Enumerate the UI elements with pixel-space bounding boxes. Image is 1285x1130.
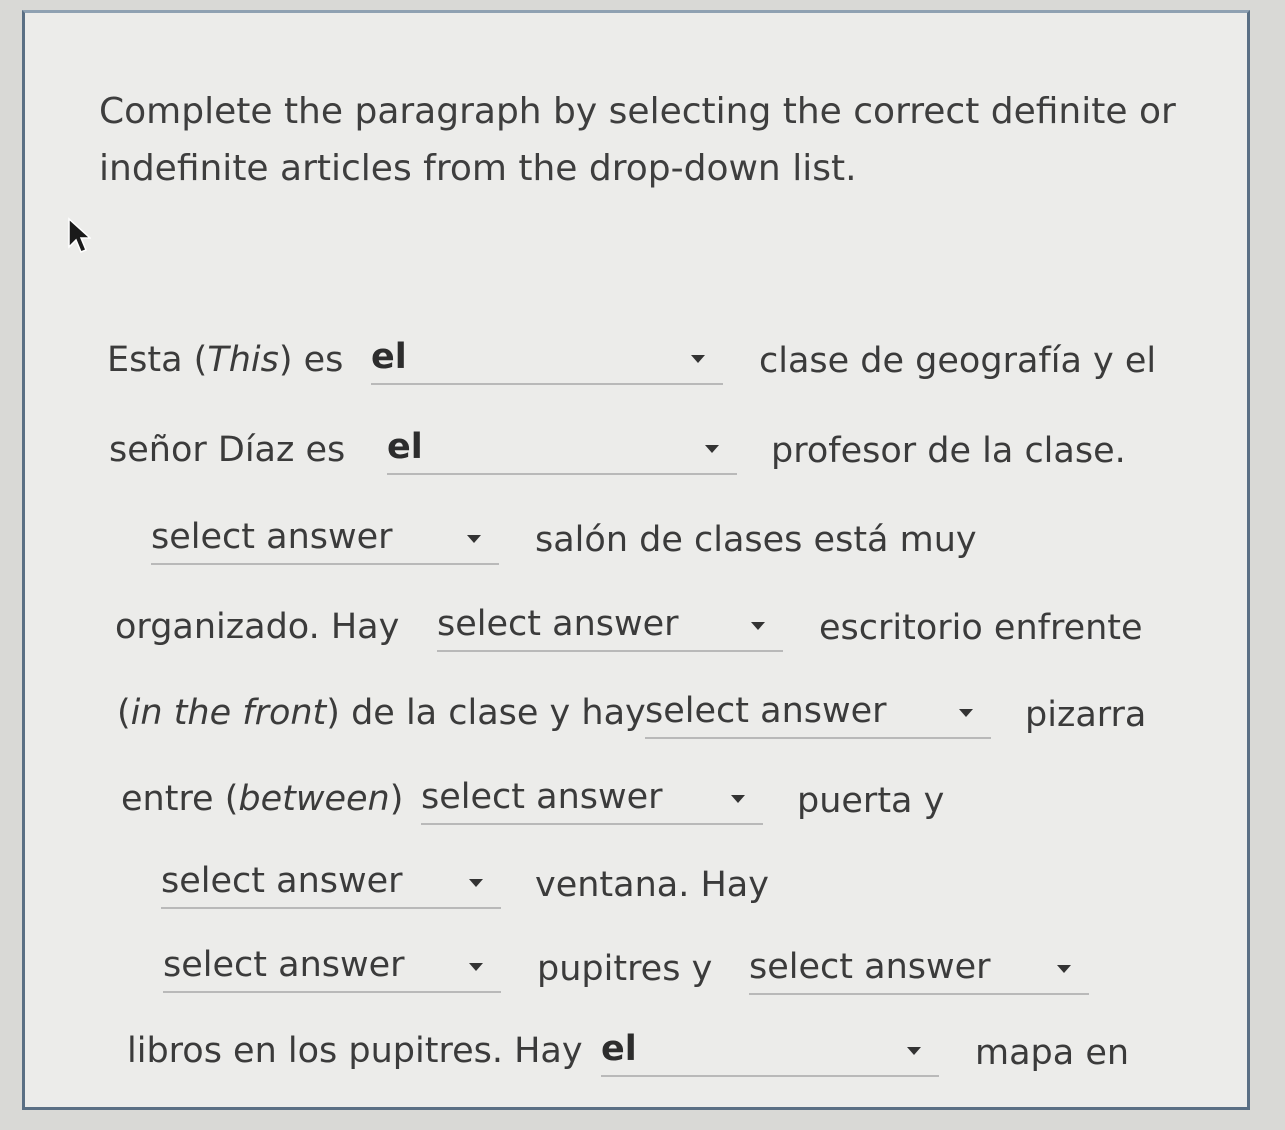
caret-down-icon [907, 1047, 921, 1055]
dropdown-value: select answer [163, 945, 405, 985]
mouse-pointer-icon [67, 217, 91, 255]
question-panel [22, 10, 1250, 1110]
paragraph-text: puerta y [797, 781, 945, 821]
dropdown-value: select answer [437, 604, 679, 644]
paragraph-text: escritorio enfrente [819, 608, 1143, 648]
caret-down-icon [751, 622, 765, 630]
paragraph-text: Esta (This) es [107, 340, 344, 380]
dropdown-value: select answer [161, 861, 403, 901]
dropdown-value: select answer [645, 691, 887, 731]
dropdown-value: select answer [749, 947, 991, 987]
dropdown-value: el [371, 337, 407, 377]
article-dropdown-10[interactable] [601, 1027, 939, 1077]
article-dropdown-1[interactable] [371, 335, 723, 385]
dropdown-value: select answer [151, 517, 393, 557]
paragraph-text: pizarra [1025, 695, 1147, 735]
article-dropdown-2[interactable] [387, 425, 737, 475]
article-dropdown-9[interactable] [749, 945, 1089, 995]
paragraph-text: profesor de la clase. [771, 431, 1126, 471]
dropdown-value: select answer [421, 777, 663, 817]
paragraph-text: (in the front) de la clase y hay [117, 693, 646, 733]
article-dropdown-6[interactable] [421, 775, 763, 825]
article-dropdown-8[interactable] [163, 943, 501, 993]
caret-down-icon [469, 963, 483, 971]
article-dropdown-4[interactable] [437, 602, 783, 652]
caret-down-icon [705, 445, 719, 453]
dropdown-value: el [387, 427, 423, 467]
caret-down-icon [959, 709, 973, 717]
dropdown-value: el [601, 1029, 637, 1069]
paragraph-text: salón de clases está muy [535, 520, 977, 560]
caret-down-icon [467, 535, 481, 543]
paragraph-text: ventana. Hay [535, 865, 769, 905]
caret-down-icon [469, 879, 483, 887]
paragraph-text: señor Díaz es [109, 430, 346, 470]
caret-down-icon [691, 355, 705, 363]
article-dropdown-7[interactable] [161, 859, 501, 909]
article-dropdown-3[interactable] [151, 515, 499, 565]
caret-down-icon [1057, 965, 1071, 973]
paragraph-text: clase de geografía y el [759, 341, 1157, 381]
caret-down-icon [731, 795, 745, 803]
paragraph-text: pupitres y [537, 949, 713, 989]
paragraph-text: libros en los pupitres. Hay [127, 1031, 583, 1071]
paragraph-text: organizado. Hay [115, 607, 400, 647]
paragraph-text: entre (between) [121, 779, 404, 819]
instructions-text: Complete the paragraph by selecting the correct definite or indefinite articles from the drop-down list. [99, 91, 1176, 189]
paragraph-text: mapa en [975, 1033, 1130, 1073]
article-dropdown-5[interactable] [645, 689, 991, 739]
